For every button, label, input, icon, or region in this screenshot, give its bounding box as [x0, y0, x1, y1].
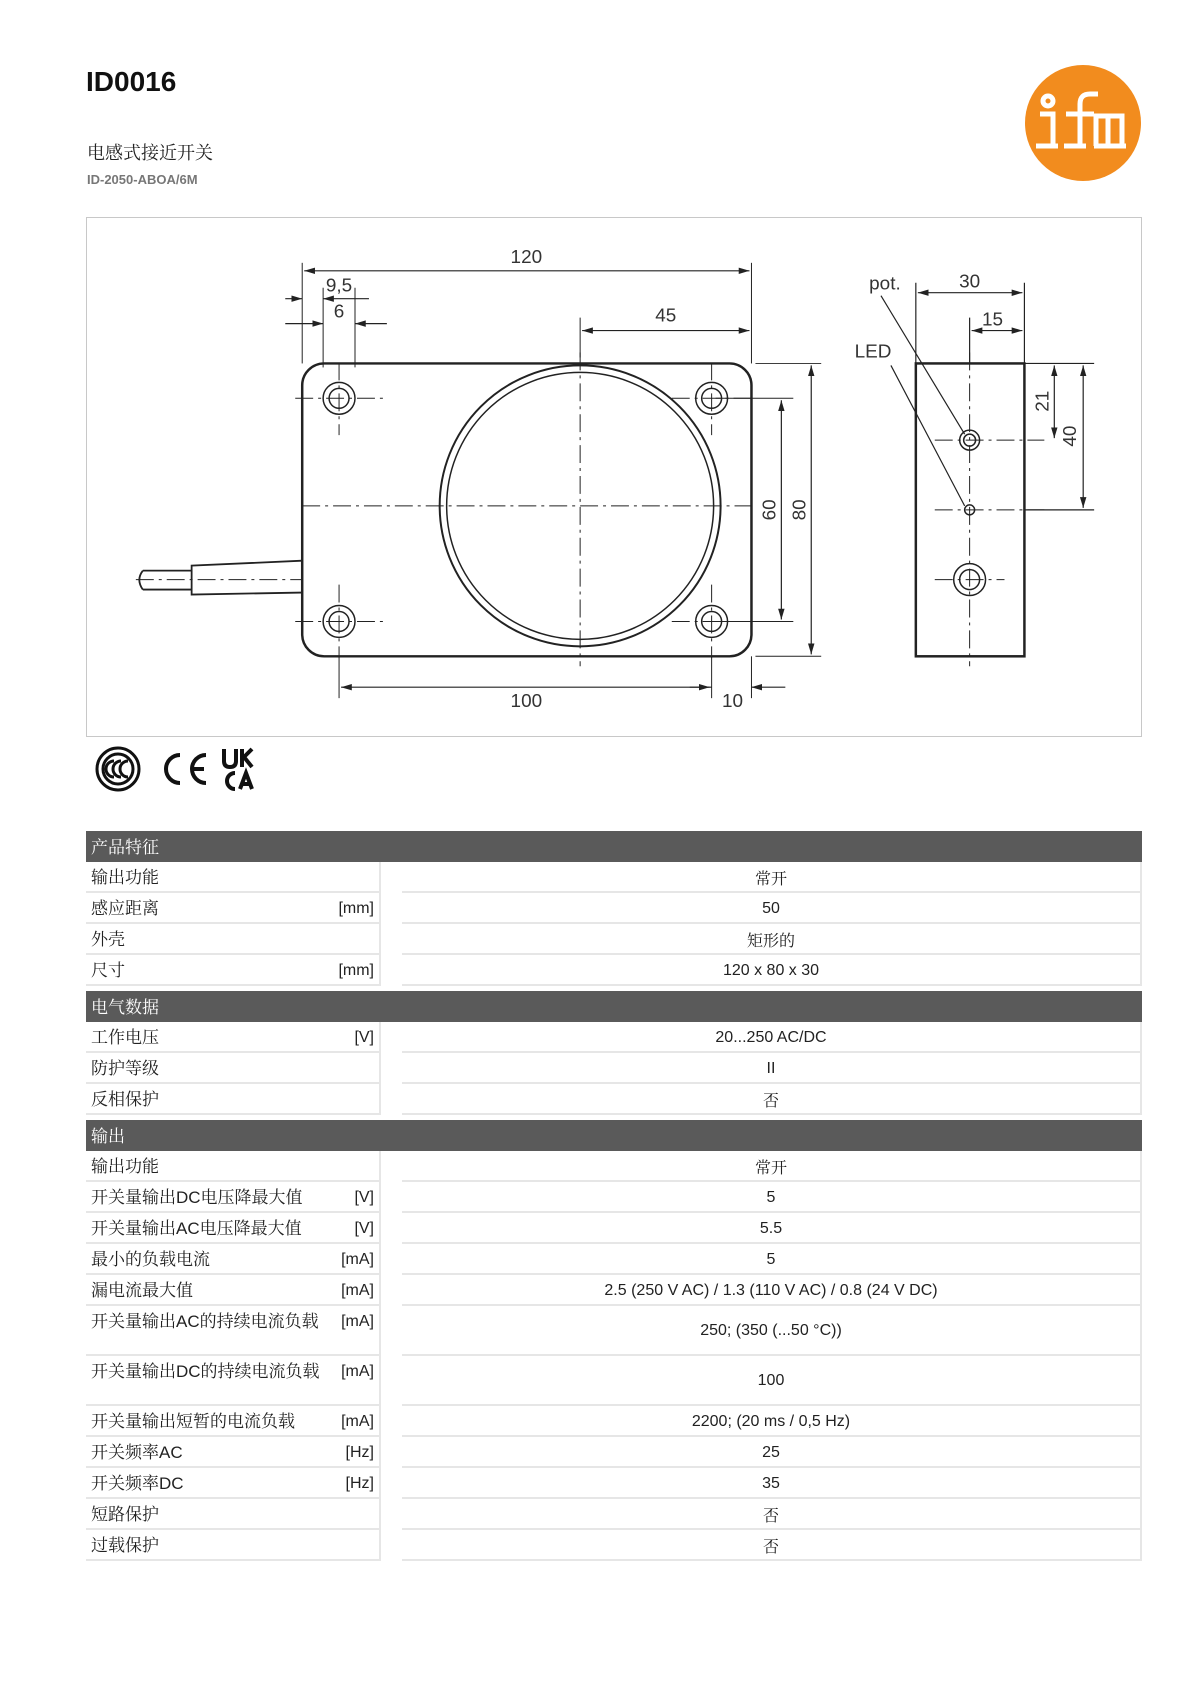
spec-value: 5.5: [402, 1213, 1142, 1244]
spec-label-cell: [86, 1499, 381, 1530]
spec-row: [86, 1530, 1142, 1561]
dim-21: 21: [1032, 390, 1054, 412]
spec-label-cell: [86, 1213, 381, 1244]
dim-10: 10: [722, 691, 744, 713]
spec-label-cell: [86, 1530, 381, 1561]
spec-unit: [V]: [354, 1220, 374, 1237]
spec-label: 反相保护: [91, 1090, 159, 1109]
spec-row: [86, 924, 1142, 955]
spec-label: 输出功能: [91, 1157, 159, 1176]
dim-40: 40: [1060, 425, 1082, 447]
spec-row: [86, 1244, 1142, 1275]
dim-15: 15: [982, 309, 1004, 331]
product-code: ID-2050-ABOA/6M: [87, 172, 198, 187]
spec-unit: [mA]: [341, 1363, 374, 1380]
spec-label: 尺寸: [91, 961, 125, 980]
spec-value: 2200; (20 ms / 0,5 Hz): [402, 1406, 1142, 1437]
spec-label: 开关量输出DC的持续电流负载: [91, 1362, 320, 1381]
dim-6: 6: [333, 301, 345, 323]
ce-mark: [166, 755, 206, 783]
spec-value: 5: [402, 1182, 1142, 1213]
spec-row: [86, 1406, 1142, 1437]
spec-row: [86, 893, 1142, 924]
spec-unit: [mA]: [341, 1282, 374, 1299]
dim-45: 45: [655, 305, 677, 327]
spec-label: 工作电压: [91, 1028, 159, 1047]
spec-value: 20...250 AC/DC: [402, 1022, 1142, 1053]
spec-row: [86, 1022, 1142, 1053]
dim-120: 120: [510, 246, 543, 268]
spec-label: 开关量输出AC电压降最大值: [91, 1219, 302, 1238]
label-pot: pot.: [869, 273, 901, 295]
section-header: 电气数据: [86, 991, 1142, 1022]
spec-unit: [V]: [354, 1189, 374, 1206]
spec-label: 漏电流最大值: [91, 1281, 193, 1300]
ccc-mark: [97, 748, 139, 790]
product-subtitle: 电感式接近开关: [87, 143, 213, 163]
spec-unit: [mm]: [338, 962, 374, 979]
spec-row: [86, 1275, 1142, 1306]
spec-label: 防护等级: [91, 1059, 159, 1078]
ukca-mark: [224, 749, 252, 789]
spec-row: [86, 1306, 1142, 1356]
spec-row: [86, 1356, 1142, 1406]
spec-label-cell: [86, 1151, 381, 1182]
spec-label-cell: [86, 1182, 381, 1213]
product-title: ID0016: [86, 66, 177, 97]
spec-value: 否: [402, 1499, 1142, 1530]
spec-label-cell: [86, 924, 381, 955]
spec-value: 常开: [402, 862, 1142, 893]
spec-label: 感应距离: [91, 899, 159, 918]
spec-row: [86, 1468, 1142, 1499]
spec-label-cell: [86, 1468, 381, 1499]
dimension-drawing: [86, 217, 1142, 737]
spec-label: 开关量输出DC电压降最大值: [91, 1188, 303, 1207]
spec-label-cell: [86, 955, 381, 986]
spec-label: 开关频率DC: [91, 1474, 184, 1493]
spec-unit: [V]: [354, 1029, 374, 1046]
spec-label-cell: [86, 1244, 381, 1275]
specification-table: [86, 831, 1142, 1561]
spec-value: 5: [402, 1244, 1142, 1275]
spec-label-cell: [86, 1275, 381, 1306]
spec-label: 输出功能: [91, 868, 159, 887]
spec-label: 最小的负载电流: [91, 1250, 210, 1269]
section-header: 输出: [86, 1120, 1142, 1151]
spec-value: 250; (350 (...50 °C)): [402, 1306, 1142, 1356]
spec-value: II: [402, 1053, 1142, 1084]
spec-label: 开关量输出短暂的电流负载: [91, 1412, 295, 1431]
spec-value: 50: [402, 893, 1142, 924]
spec-label-cell: [86, 893, 381, 924]
dim-80: 80: [789, 499, 811, 521]
dim-30: 30: [959, 271, 981, 293]
spec-row: [86, 1151, 1142, 1182]
certification-marks: [92, 745, 272, 793]
spec-value: 2.5 (250 V AC) / 1.3 (110 V AC) / 0.8 (24 V DC): [402, 1275, 1142, 1306]
spec-value: 矩形的: [402, 924, 1142, 955]
spec-row: [86, 1437, 1142, 1468]
section-header: 产品特征: [86, 831, 1142, 862]
dim-9-5: 9,5: [325, 275, 353, 297]
spec-row: [86, 1053, 1142, 1084]
spec-value: 120 x 80 x 30: [402, 955, 1142, 986]
spec-unit: [mA]: [341, 1251, 374, 1268]
spec-label: 过载保护: [91, 1536, 159, 1555]
spec-row: [86, 955, 1142, 986]
label-led: LED: [854, 341, 892, 363]
spec-row: [86, 1182, 1142, 1213]
spec-unit: [mm]: [338, 900, 374, 917]
spec-row: [86, 1213, 1142, 1244]
spec-label: 短路保护: [91, 1505, 159, 1524]
spec-label-cell: [86, 862, 381, 893]
spec-label-cell: [86, 1406, 381, 1437]
spec-unit: [Hz]: [345, 1444, 374, 1461]
spec-label-cell: [86, 1306, 381, 1356]
spec-value: 100: [402, 1356, 1142, 1406]
spec-value: 否: [402, 1530, 1142, 1561]
spec-unit: [mA]: [341, 1413, 374, 1430]
spec-row: [86, 1499, 1142, 1530]
spec-label-cell: [86, 1437, 381, 1468]
spec-value: 35: [402, 1468, 1142, 1499]
dim-100: 100: [510, 691, 543, 713]
spec-unit: [mA]: [341, 1313, 374, 1330]
spec-label-cell: [86, 1022, 381, 1053]
spec-row: [86, 1084, 1142, 1115]
sensor-body-front: [302, 363, 751, 656]
spec-label: 开关量输出AC的持续电流负载: [91, 1312, 319, 1331]
spec-row: [86, 862, 1142, 893]
spec-label-cell: [86, 1053, 381, 1084]
ifm-logo: [1024, 64, 1142, 182]
spec-label-cell: [86, 1356, 381, 1406]
spec-label: 外壳: [91, 930, 125, 949]
spec-label: 开关频率AC: [91, 1443, 183, 1462]
spec-value: 25: [402, 1437, 1142, 1468]
spec-value: 常开: [402, 1151, 1142, 1182]
spec-unit: [Hz]: [345, 1475, 374, 1492]
spec-value: 否: [402, 1084, 1142, 1115]
spec-label-cell: [86, 1084, 381, 1115]
dim-60: 60: [759, 499, 781, 521]
